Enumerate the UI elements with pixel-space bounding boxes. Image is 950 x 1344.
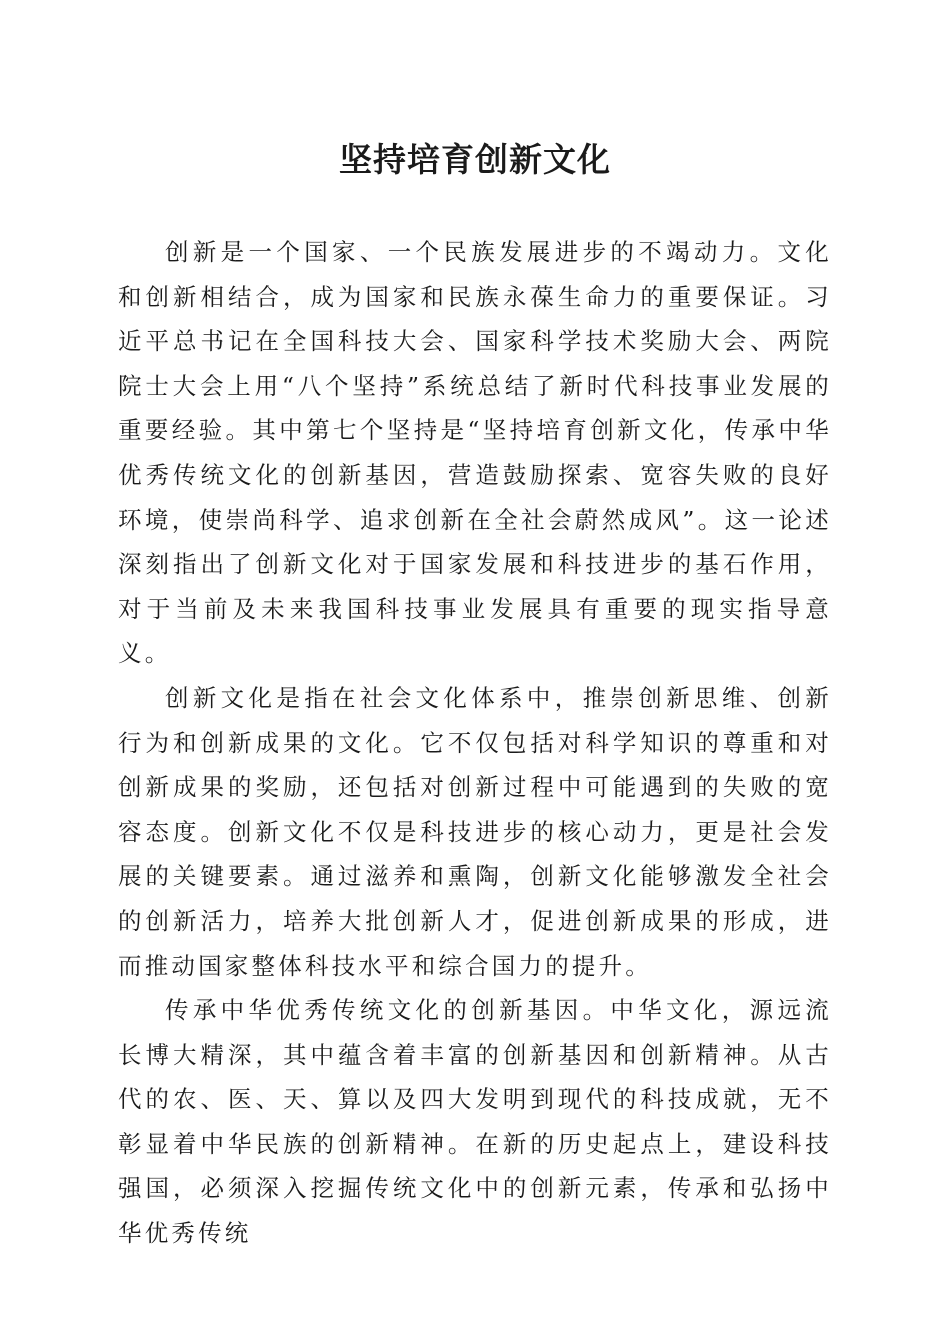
document-title: 坚持培育创新文化 [339,140,611,179]
paragraph: 传承中华优秀传统文化的创新基因。中华文化，源远流长博大精深，其中蕴含着丰富的创新基因和创新精神。从古代的农、医、天、算以及四大发明到现代的科技成就，无不彰显着中华民族的创新精神。在新的历史起点上，建设科技强国，必须深入挖掘传统文化中的创新元素，传承和弘扬中华优秀传统 [118,996,832,1248]
paragraph: 创新文化是指在社会文化体系中，推崇创新思维、创新行为和创新成果的文化。它不仅包括对科学知识的尊重和对创新成果的奖励，还包括对创新过程中可能遇到的失败的宽容态度。创新文化不仅是科技进步的核心动力，更是社会发展的关键要素。通过滋养和熏陶，创新文化能够激发全社会的创新活力，培养大批创新人才，促进创新成果的形成，进而推动国家整体科技水平和综合国力的提升。 [118,683,832,980]
document-body [118,230,832,1256]
paragraph: 创新是一个国家、一个民族发展进步的不竭动力。文化和创新相结合，成为国家和民族永葆生命力的重要保证。习近平总书记在全国科技大会、国家科学技术奖励大会、两院院士大会上用“八个坚持”系统总结了新时代科技事业发展的重要经验。其中第七个坚持是“坚持培育创新文化，传承中华优秀传统文化的创新基因，营造鼓励探索、宽容失败的良好环境，使崇尚科学、追求创新在全社会蔚然成风”。这一论述深刻指出了创新文化对于国家发展和科技进步的基石作用，对于当前及未来我国科技事业发展具有重要的现实指导意义。 [118,238,832,668]
